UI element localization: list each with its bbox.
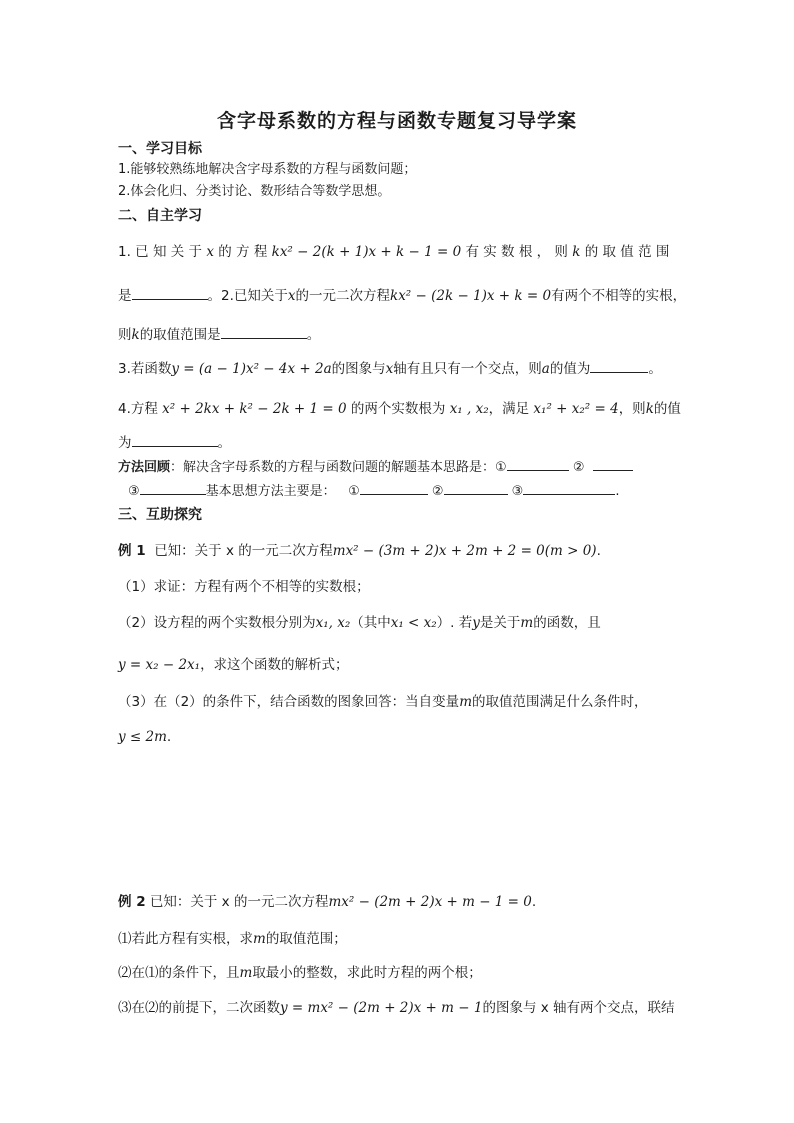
example-1-part-2 bbox=[118, 613, 601, 633]
ex1-p2-y: y bbox=[472, 615, 480, 631]
example-2 bbox=[118, 892, 536, 912]
q1-tail: 有 实 数 根 ， 则 bbox=[461, 244, 573, 260]
section-heading-goals: 一、学习目标 bbox=[118, 141, 202, 157]
ex2-p2-a: ⑵在⑴的条件下，且 bbox=[118, 965, 240, 981]
ex1-p2-e: 的函数，且 bbox=[533, 615, 601, 631]
ex1-p2-d: 是关于 bbox=[479, 615, 521, 631]
method-blank-6[interactable] bbox=[523, 480, 615, 495]
method-blank-1[interactable] bbox=[507, 456, 569, 471]
ex2-p2-m: m bbox=[239, 965, 253, 981]
section-heading-self-study: 二、自主学习 bbox=[118, 208, 202, 224]
example-1-end: . bbox=[596, 543, 601, 559]
page-title: 含字母系数的方程与函数专题复习导学案 bbox=[216, 110, 577, 132]
q4-prefix: 4.方程 bbox=[118, 401, 163, 417]
ex1-p2b-eq: y = x₂ − 2x₁ bbox=[118, 657, 201, 673]
method-blank-4[interactable] bbox=[360, 480, 428, 495]
ex1-p3b-eq: y ≤ 2m bbox=[118, 729, 167, 745]
q4b-lead: 为 bbox=[118, 435, 132, 451]
ex2-p3-b: 的图象与 x 轴有两个交点，联结 bbox=[482, 1000, 675, 1016]
method-review-continued bbox=[128, 480, 619, 502]
example-2-equation: mx² − (2m + 2)x + m − 1 = 0 bbox=[328, 894, 532, 910]
method-text: ：解决含字母系数的方程与函数问题的解题基本思路是：① bbox=[170, 460, 507, 475]
ex2-p1-a: ⑴若此方程有实根，求 bbox=[118, 931, 253, 947]
example-2-part-1 bbox=[118, 929, 347, 949]
q2b-end: 。 bbox=[306, 327, 321, 343]
question-4-continued bbox=[118, 432, 231, 453]
example-2-end: . bbox=[531, 894, 537, 910]
q3-equation: y = (a − 1)x² − 4x + 2a bbox=[171, 361, 332, 377]
goal-item-1: 1.能够较熟练地解决含字母系数的方程与函数问题； bbox=[118, 162, 417, 177]
q2b-lead: 则 bbox=[118, 327, 132, 343]
ex1-p2-a: （2）设方程的两个实数根分别为 bbox=[118, 615, 316, 631]
ex1-p3b-end: . bbox=[166, 729, 172, 745]
method-end: . bbox=[615, 484, 620, 499]
q2-var: x bbox=[287, 288, 296, 304]
ex1-p3-m: m bbox=[459, 694, 472, 710]
example-1-text: 已知：关于 x 的一元二次方程 bbox=[154, 543, 333, 559]
q4-answer-blank[interactable] bbox=[132, 432, 218, 447]
ex1-p2-m: m bbox=[520, 615, 534, 631]
q4-end: 的值 bbox=[653, 401, 681, 417]
ex2-p3-eq: y = mx² − (2m + 2)x + m − 1 bbox=[280, 1000, 483, 1016]
example-1-part-3 bbox=[118, 692, 648, 712]
ex1-p2-c: ）. 若 bbox=[436, 615, 473, 631]
ex1-p2b-text: ，求这个函数的解析式； bbox=[200, 657, 349, 673]
example-2-part-3 bbox=[118, 998, 675, 1018]
q3-end: 的值为 bbox=[549, 361, 591, 377]
q4-mid: 的两个实数根为 bbox=[346, 401, 450, 417]
q3-tail: 轴有且只有一个交点，则 bbox=[393, 361, 542, 377]
q2b-k: k bbox=[131, 327, 140, 343]
ex1-p3-b: 的取值范围满足什么条件时， bbox=[472, 694, 648, 710]
method-mid: 基本思想方法主要是： bbox=[205, 484, 336, 499]
method-review bbox=[118, 456, 633, 478]
example-1 bbox=[118, 541, 601, 561]
question-4 bbox=[118, 399, 681, 419]
q1-prefix: 1. 已 知 关 于 bbox=[118, 244, 207, 260]
ex1-p2-cond: x₁ < x₂ bbox=[390, 615, 437, 631]
example-2-text: 已知：关于 x 的一元二次方程 bbox=[149, 894, 329, 910]
q1-equation: kx² − 2(k + 1)x + k − 1 = 0 bbox=[271, 244, 462, 260]
example-2-part-2 bbox=[118, 963, 482, 983]
q2-sep: 。2.已知关于 bbox=[207, 288, 288, 304]
example-1-part-2-continued bbox=[118, 655, 349, 675]
q4-condition: x₁² + x₂² = 4 bbox=[533, 401, 619, 417]
q3-answer-blank[interactable] bbox=[590, 358, 648, 373]
method-c2: ② bbox=[572, 460, 585, 475]
section-heading-explore: 三、互助探究 bbox=[118, 507, 202, 523]
question-2-continued bbox=[118, 324, 320, 345]
example-1-equation: mx² − (3m + 2)x + 2m + 2 = 0(m > 0) bbox=[332, 543, 597, 559]
question-1 bbox=[118, 242, 669, 262]
example-1-label: 例 1 bbox=[118, 543, 146, 559]
q2b-mid: 的取值范围是 bbox=[139, 327, 221, 343]
goal-item-2: 2.体会化归、分类讨论、数形结合等数学思想。 bbox=[118, 184, 391, 199]
q4-k: k bbox=[645, 401, 654, 417]
q3-x: x bbox=[385, 361, 394, 377]
q1-mid: 的 方 程 bbox=[213, 244, 272, 260]
question-3 bbox=[118, 358, 662, 379]
method-c3: ③ bbox=[128, 484, 140, 499]
q1-end: 的 取 值 范 围 bbox=[580, 244, 670, 260]
q3-prefix: 3.若函数 bbox=[118, 361, 172, 377]
ex2-p3-a: ⑶在⑵的前提下，二次函数 bbox=[118, 1000, 280, 1016]
q2-answer-blank[interactable] bbox=[221, 324, 307, 339]
ex1-p3-a: （3）在（2）的条件下，结合函数的图象回答：当自变量 bbox=[118, 694, 460, 710]
ex1-p2-roots: x₁, x₂ bbox=[315, 615, 351, 631]
method-label: 方法回顾 bbox=[118, 460, 171, 475]
q1-var: x bbox=[206, 244, 214, 260]
ex2-p1-m: m bbox=[253, 931, 266, 947]
q1-k: k bbox=[572, 244, 581, 260]
method-d3: ③ bbox=[511, 484, 524, 499]
ex1-p2-b: （其中 bbox=[350, 615, 391, 631]
question-2 bbox=[118, 285, 686, 306]
q1-answer-blank[interactable] bbox=[132, 285, 208, 300]
method-d2: ② bbox=[431, 484, 444, 499]
q4b-end: 。 bbox=[217, 435, 231, 451]
method-d1: ① bbox=[348, 484, 360, 499]
ex2-p2-b: 取最小的整数，求此时方程的两个根； bbox=[252, 965, 482, 981]
ex2-p1-b: 的取值范围； bbox=[265, 931, 347, 947]
q2-equation: kx² − (2k − 1)x + k = 0 bbox=[390, 288, 552, 304]
q4-roots: x₁ , x₂ bbox=[449, 401, 489, 417]
method-blank-2[interactable] bbox=[593, 456, 633, 471]
example-1-part-1: （1）求证：方程有两个不相等的实数根； bbox=[118, 579, 370, 595]
q4-cond-pre: ，满足 bbox=[488, 401, 534, 417]
q2-tail: 有两个不相等的实根， bbox=[551, 288, 687, 304]
q2-lead: 是 bbox=[118, 288, 132, 304]
q4-tail: ，则 bbox=[618, 401, 646, 417]
q3-a: a bbox=[541, 361, 550, 377]
method-blank-3[interactable] bbox=[140, 480, 206, 495]
method-blank-5[interactable] bbox=[444, 480, 508, 495]
q4-equation: x² + 2kx + k² − 2k + 1 = 0 bbox=[162, 401, 347, 417]
q2-mid: 的一元二次方程 bbox=[295, 288, 391, 304]
example-2-label: 例 2 bbox=[118, 894, 146, 910]
example-1-part-3-continued bbox=[118, 727, 171, 747]
q3-mid: 的图象与 bbox=[331, 361, 386, 377]
q3-period: 。 bbox=[648, 361, 662, 377]
